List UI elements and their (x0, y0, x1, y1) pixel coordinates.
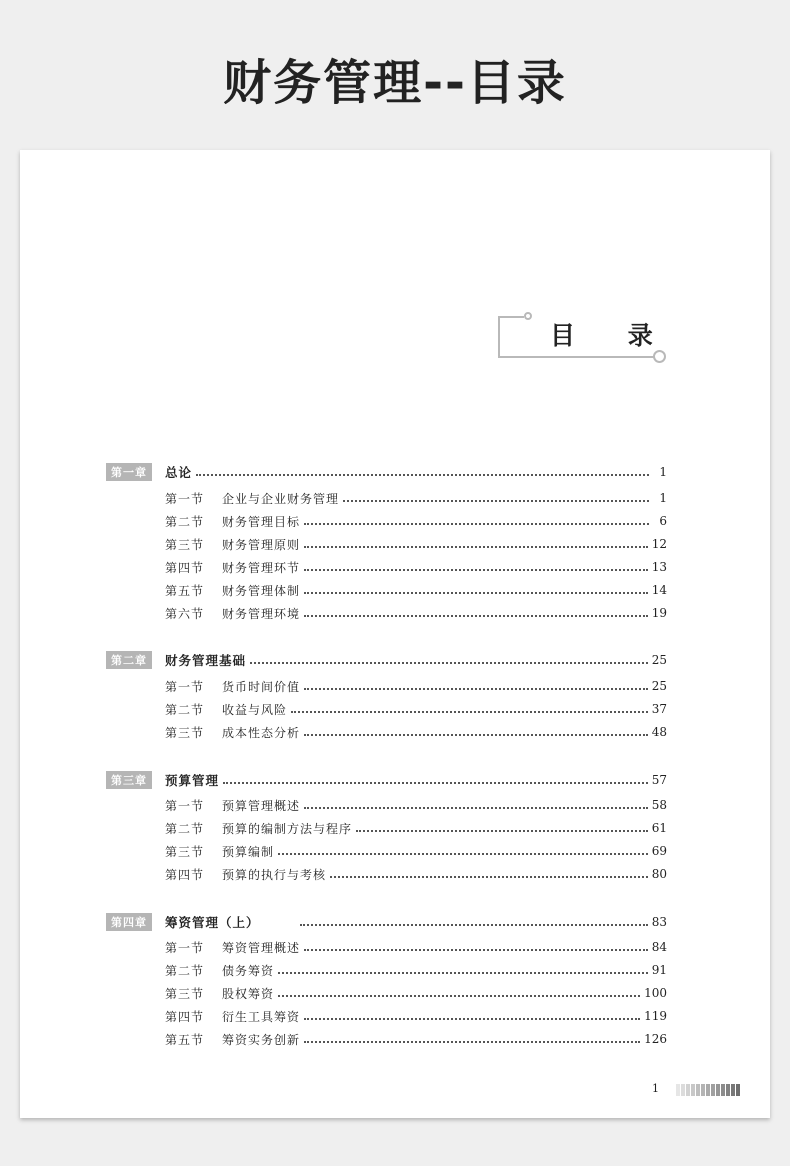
dot-leader (291, 710, 648, 713)
chapter-badge: 第二章 (106, 651, 152, 669)
dot-leader (304, 687, 648, 690)
dot-leader (250, 661, 648, 664)
page-number: 14 (651, 583, 667, 597)
page-header (0, 0, 790, 150)
section-label: 第一节 (165, 491, 205, 506)
chapter-badge: 第三章 (106, 771, 152, 789)
page-number: 119 (644, 1009, 667, 1023)
section-label: 第三节 (165, 844, 205, 859)
toc-chapter-row[interactable] (165, 770, 667, 790)
page-number: 6 (659, 514, 667, 528)
section-label: 第三节 (165, 537, 205, 552)
dot-leader (304, 806, 648, 809)
section-label: 第六节 (165, 606, 205, 621)
section-label: 第二节 (165, 702, 205, 717)
frame-line-top (498, 316, 524, 318)
document-page (20, 150, 770, 1118)
section-label: 第三节 (165, 986, 205, 1001)
section-title: 货币时间价值 (222, 679, 301, 694)
page-number: 58 (651, 798, 667, 812)
chapter-badge: 第四章 (106, 913, 152, 931)
section-title: 预算编制 (222, 844, 275, 859)
toc-section-row[interactable] (165, 841, 667, 861)
section-title: 债务筹资 (222, 963, 275, 978)
section-label: 第一节 (165, 798, 205, 813)
toc-section-row[interactable] (165, 488, 667, 508)
section-title: 财务管理目标 (222, 514, 301, 529)
page-number: 1 (659, 465, 667, 479)
dot-leader (223, 781, 648, 784)
section-title: 筹资实务创新 (222, 1032, 301, 1047)
toc-section-row[interactable] (165, 557, 667, 577)
dot-leader (304, 545, 648, 548)
page-number: 12 (651, 537, 667, 551)
section-title: 预算的编制方法与程序 (222, 821, 353, 836)
page-number: 25 (651, 653, 667, 667)
toc-section-row[interactable] (165, 699, 667, 719)
page-number: 126 (644, 1032, 667, 1046)
section-title: 财务管理体制 (222, 583, 301, 598)
page-number: 1 (659, 491, 667, 505)
dot-leader (343, 499, 649, 502)
section-title: 财务管理原则 (222, 537, 301, 552)
dot-leader (330, 875, 648, 878)
page-number: 91 (651, 963, 667, 977)
toc-chapter-row[interactable] (165, 650, 667, 670)
frame-line-bottom (498, 356, 654, 358)
section-label: 第二节 (165, 963, 205, 978)
section-label: 第四节 (165, 1009, 205, 1024)
dot-leader (304, 1017, 640, 1020)
toc-section-row[interactable] (165, 722, 667, 742)
section-title: 衍生工具筹资 (222, 1009, 301, 1024)
dot-leader (300, 923, 648, 926)
toc-section-row[interactable] (165, 1006, 667, 1026)
chapter-badge: 第一章 (106, 463, 152, 481)
page-number: 48 (651, 725, 667, 739)
section-title: 财务管理环境 (222, 606, 301, 621)
toc-section-row[interactable] (165, 937, 667, 957)
dot-leader (278, 994, 640, 997)
section-title: 筹资管理概述 (222, 940, 301, 955)
section-label: 第一节 (165, 940, 205, 955)
dot-leader (304, 522, 649, 525)
toc-section-row[interactable] (165, 603, 667, 623)
section-title: 成本性态分析 (222, 725, 301, 740)
section-label: 第四节 (165, 867, 205, 882)
page-number: 100 (644, 986, 667, 1000)
section-label: 第四节 (165, 560, 205, 575)
dot-leader (304, 591, 648, 594)
page-number: 25 (651, 679, 667, 693)
dot-leader (278, 852, 648, 855)
chapter-title: 总论 (165, 465, 193, 480)
toc-chapter-row[interactable] (165, 462, 667, 482)
toc-section-row[interactable] (165, 676, 667, 696)
toc-section-row[interactable] (165, 511, 667, 531)
section-label: 第二节 (165, 514, 205, 529)
toc-section-row[interactable] (165, 818, 667, 838)
toc-section-row[interactable] (165, 795, 667, 815)
toc-section-row[interactable] (165, 1029, 667, 1049)
toc-chapter-row[interactable] (165, 912, 667, 932)
footer-page-number: 1 (652, 1082, 659, 1095)
page-number: 13 (651, 560, 667, 574)
page-number: 37 (651, 702, 667, 716)
section-title: 财务管理环节 (222, 560, 301, 575)
footer-decoration (676, 1084, 740, 1096)
frame-line-left (498, 316, 500, 358)
chapter-title: 预算管理 (165, 773, 220, 788)
section-title: 企业与企业财务管理 (222, 491, 340, 506)
toc-section-row[interactable] (165, 864, 667, 884)
page-number: 57 (651, 773, 667, 787)
section-label: 第五节 (165, 1032, 205, 1047)
section-label: 第一节 (165, 679, 205, 694)
section-title: 预算的执行与考核 (222, 867, 327, 882)
page-number: 69 (651, 844, 667, 858)
section-label: 第三节 (165, 725, 205, 740)
dot-leader (278, 971, 648, 974)
dot-leader (304, 948, 648, 951)
page-number: 84 (651, 940, 667, 954)
dot-leader (304, 733, 648, 736)
section-label: 第二节 (165, 821, 205, 836)
chapter-title: 财务管理基础 (165, 653, 247, 668)
toc-title: 目 录 (550, 321, 675, 350)
toc-section-row[interactable] (165, 534, 667, 554)
toc-title-frame (498, 312, 675, 358)
page-number: 83 (651, 915, 667, 929)
section-title: 股权筹资 (222, 986, 275, 1001)
chapter-title: 筹资管理（上） (165, 915, 260, 930)
frame-circle-top (524, 312, 532, 320)
section-title: 预算管理概述 (222, 798, 301, 813)
toc-section-row[interactable] (165, 580, 667, 600)
dot-leader (196, 473, 649, 476)
page-number: 19 (651, 606, 667, 620)
page-number: 61 (651, 821, 667, 835)
dot-leader (304, 614, 648, 617)
dot-leader (356, 829, 648, 832)
dot-leader (304, 1040, 640, 1043)
section-label: 第五节 (165, 583, 205, 598)
page-number: 80 (651, 867, 667, 881)
toc-section-row[interactable] (165, 983, 667, 1003)
page-title: 财务管理--目录 (223, 55, 567, 111)
toc-section-row[interactable] (165, 960, 667, 980)
section-title: 收益与风险 (222, 702, 288, 717)
dot-leader (304, 568, 648, 571)
